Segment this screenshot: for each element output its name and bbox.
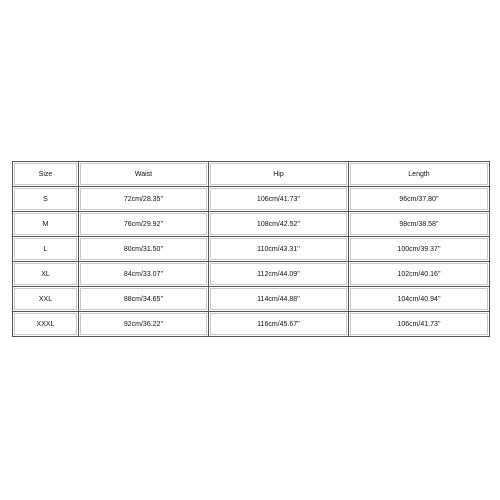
length-cell: 96cm/37.80'': [349, 187, 489, 212]
hip-cell: 110cm/43.31'': [209, 237, 349, 262]
length-cell: 98cm/38.58'': [349, 212, 489, 237]
table-row: [13, 312, 489, 336]
header-waist: Waist: [79, 162, 209, 187]
table-row: [13, 237, 489, 262]
size-cell: XXXL: [13, 312, 79, 336]
header-length: Length: [349, 162, 489, 187]
hip-cell: 106cm/41.73'': [209, 187, 349, 212]
hip-cell: 114cm/44.88'': [209, 287, 349, 312]
length-cell: 106cm/41.73'': [349, 312, 489, 336]
header-hip: Hip: [209, 162, 349, 187]
table-row: [13, 262, 489, 287]
hip-cell: 112cm/44.09'': [209, 262, 349, 287]
hip-cell: 116cm/45.67'': [209, 312, 349, 336]
length-cell: 100cm/39.37'': [349, 237, 489, 262]
waist-cell: 92cm/36.22'': [79, 312, 209, 336]
waist-cell: 76cm/29.92'': [79, 212, 209, 237]
header-size: Size: [13, 162, 79, 187]
waist-cell: 84cm/33.07'': [79, 262, 209, 287]
hip-cell: 108cm/42.52'': [209, 212, 349, 237]
length-cell: 102cm/40.16'': [349, 262, 489, 287]
size-cell: XL: [13, 262, 79, 287]
size-cell: M: [13, 212, 79, 237]
header-row: [13, 162, 489, 187]
table-row: [13, 187, 489, 212]
waist-cell: 88cm/34.65'': [79, 287, 209, 312]
length-cell: 104cm/40.94'': [349, 287, 489, 312]
size-chart-table: [12, 161, 490, 337]
table-row: [13, 212, 489, 237]
size-cell: XXL: [13, 287, 79, 312]
waist-cell: 80cm/31.50'': [79, 237, 209, 262]
size-cell: L: [13, 237, 79, 262]
size-cell: S: [13, 187, 79, 212]
table-row: [13, 287, 489, 312]
waist-cell: 72cm/28.35'': [79, 187, 209, 212]
